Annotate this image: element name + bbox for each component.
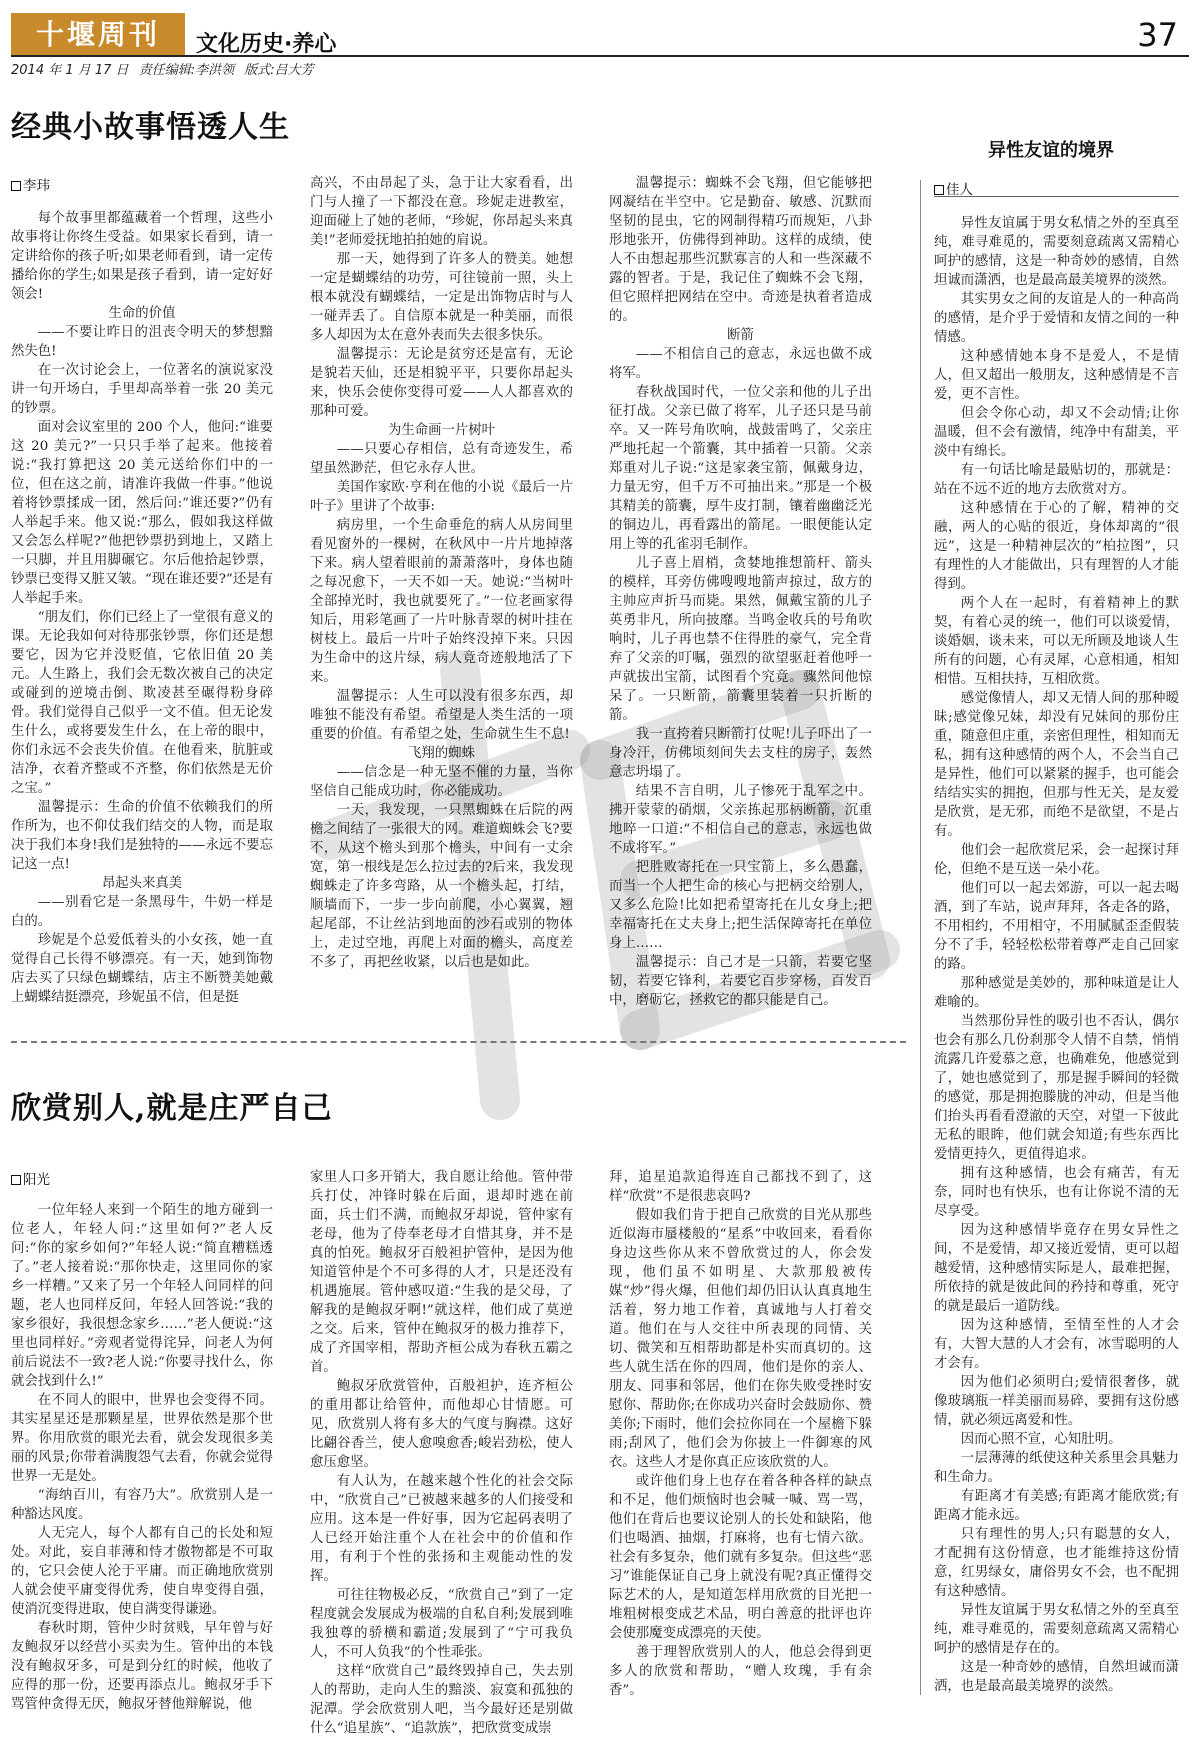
paragraph: 因而心照不宣，心知肚明。 (960, 1432, 1122, 1447)
header-rule (11, 55, 1189, 57)
article-2-column-2 (310, 1168, 573, 1736)
paragraph: 当然那份异性的吸引也不否认，偶尔也会有那么几份刹那令人情不自禁，悄悄流露几许爱慕之意，也确难免，他感觉到了，她也感觉到了，那是握手瞬间的轻微的感觉，那是拥抱滕胧的冲动，但是当他们抬头再看看澄澈的天空，对望一下彼此无私的眼眸，他们就会知道;有些东西比爱情更持久，更值得追求。 (934, 1014, 1179, 1162)
paragraph: 拥有这种感情，也会有痛苦，有无奈，同时也有快乐，也有让你说不清的无尽享受。 (934, 1166, 1179, 1219)
article-2-headline: 欣赏别人,就是庄严自己 (11, 1091, 333, 1126)
byline-underline (934, 196, 1179, 197)
story-subtitle: 飞翔的蜘蛛 (408, 746, 475, 761)
paragraph: 可往往物极必反，“欣赏自己”到了一定程度就会发展成为极端的自私自利;发展到唯我独尊的骄横和霸道;发展到了“宁可我负人，不可人负我”的个性乖张。 (310, 1588, 573, 1660)
sidebar-divider (920, 180, 921, 1695)
paragraph: 人无完人，每个人都有自己的长处和短处。对此，妄自菲薄和恃才傲物都是不可取的，它只会使人沦于平庸。而正确地欣赏别人就会使平庸变得优秀，使自卑变得自强，使消沉变得进取，使自满变得谦逊。 (11, 1526, 273, 1617)
article-3-byline (934, 178, 973, 198)
paragraph: 其实男女之间的友谊是人的一种高尚的感情，是介乎于爱情和友情之间的一种情感。 (934, 292, 1179, 345)
paragraph: 两个人在一起时，有着精神上的默契，有着心灵的统一，他们可以谈爱情，谈婚姻，谈未来，可以无所顾及地谈人生所有的问题，心有灵犀，心意相通，相知相惜。互相扶持，互相欣赏。 (934, 596, 1179, 687)
page-number: 37 (1137, 16, 1178, 54)
paragraph: 一天，我发现，一只黑蜘蛛在后院的两檐之间结了一张很大的网。难道蜘蛛会飞?要不，从这个檐头到那个檐头，中间有一丈余宽，第一根线是怎么拉过去的?后来，我发现蜘蛛走了许多弯路，从一个檐头起，打结，顺墙而下，一步一步向前爬，小心翼翼，翘起尾部，不让丝沾到地面的沙石或别的物体上，走过空地，再爬上对面的檐头，高度差不多了，再把丝收紧，以后也是如此。 (310, 803, 573, 970)
paragraph-continued: 拜，追星追款追得连自己都找不到了，这样“欣赏”不是很悲哀吗? (609, 1170, 872, 1204)
story-subtitle: 生命的价值 (108, 306, 176, 321)
paragraph: 珍妮是个总爱低着头的小女孩，她一直觉得自己长得不够漂亮。有一天，她到饰物店去买了只绿色蝴蝶结，店主不断赞美她戴上蝴蝶结挺漂亮，珍妮虽不信，但是挺 (11, 933, 273, 1005)
paragraph: ——不要让昨日的沮丧令明天的梦想黯然失色! (11, 325, 273, 359)
paragraph: 这种感情在于心的了解，精神的交融，两人的心贴的很近，身体却离的“很远”，这是一种精神层次的“柏拉图”，只有理性的人才能做出，只有理智的人才能得到。 (934, 501, 1179, 592)
author-name: 阳光 (23, 1172, 50, 1188)
paragraph: 这种感情她本身不是爱人，不是情人，但又超出一般朋友，这种感情是不言爱，更不言性。 (934, 349, 1179, 402)
issue-meta (11, 59, 320, 78)
designer-credit: 版式:吕大芳 (244, 63, 314, 78)
paragraph: 只有理性的男人;只有聪慧的女人，才配拥有这份情意，也才能维持这份情意，红男绿女，庸俗男女不会，也不配拥有这种感情。 (934, 1527, 1179, 1599)
article-1-column-2 (310, 174, 573, 1004)
paragraph: 假如我们肯于把自己欣赏的目光从那些近似海市蜃楼般的“星系”中收回来，看看你身边这些你从来不曾欣赏过的人，你会发现，他们虽不如明星、大款那般被传媒“炒”得火爆，但他们却仍旧认认真真地生活着，努力地工作着，真诚地与人打着交道。他们在与人交往中所表现的同情、关切、微笑和互相帮助都是朴实而真切的。这些人就生活在你的四周，他们是你的亲人、朋友、同事和邻居，他们在你失败受挫时安慰你、帮助你;在你成功兴奋时会鼓励你、赞美你;下雨时，他们会拉你同在一个屋檐下躲雨;刮风了，他们会为你披上一件御寒的风衣。这些人才是你真正应该欣赏的人。 (609, 1208, 872, 1470)
paragraph: 儿子喜上眉梢，贪婪地推想箭杆、箭头的模样，耳旁仿佛嗖嗖地箭声掠过，敌方的主帅应声折马而毙。果然，佩戴宝箭的儿子英勇非凡，所向披靡。当鸣金收兵的号角吹响时，儿子再也禁不住得胜的豪气，完全背弃了父亲的叮嘱，强烈的欲望驱赶着他呼一声就拔出宝箭，试图看个究竟。骤然间他惊呆了。一只断箭，箭囊里装着一只折断的箭。 (609, 556, 872, 723)
article-3-column (934, 214, 1179, 1701)
paragraph: 有一句话比喻是最贴切的，那就是：站在不远不近的地方去欣赏对方。 (934, 463, 1179, 497)
paragraph: 那一天，她得到了许多人的赞美。她想一定是蝴蝶结的功劳，可往镜前一照，头上根本就没有蝴蝶结，一定是出饰物店时与人一碰弄丢了。自信原本就是一种美丽，而很多人却因为太在意外表而失去很多快乐。 (310, 252, 573, 343)
paragraph: 一层薄薄的纸使这种关系里会具魅力和生命力。 (934, 1451, 1179, 1485)
paragraph: 结果不言自明，儿子惨死于乱军之中。拂开蒙蒙的硝烟，父亲拣起那柄断箭，沉重地啐一口道:“不相信自己的意志，永远也做不成将军。” (609, 784, 872, 856)
story-subtitle: 昂起头来真美 (101, 876, 183, 891)
section-title: 文化历史·养心 (196, 32, 337, 57)
author-name: 佳人 (946, 182, 973, 198)
paragraph: 他们可以一起去郊游，可以一起去喝酒，到了车站，说声拜拜，各走各的路，不用相约，不用相守，不用腻腻歪歪假装分不了手，轻轻松松带着尊严走自己回家的路。 (934, 881, 1179, 972)
paragraph: 温馨提示：生命的价值不依赖我们的所作所为，也不仰仗我们结交的人物，而是取决于我们本身!我们是独特的——永远不要忘记这一点! (11, 800, 273, 872)
paragraph: 善于理智欣赏别人的人，他总会得到更多人的欣赏和帮助，“赠人玫瑰，手有余香”。 (609, 1645, 872, 1698)
article-1-column-1 (11, 209, 273, 1004)
paragraph: 春秋战国时代，一位父亲和他的儿子出征打战。父亲已做了将军，儿子还只是马前卒。又一阵号角吹响，战鼓雷鸣了，父亲庄严地托起一个箭囊，其中插着一只箭。父亲郑重对儿子说:“这是家袭宝箭，佩戴身边，力量无穷，但千万不可抽出来。”那是一个极其精美的箭囊，厚牛皮打制，镶着幽幽泛光的铜边儿，再看露出的箭尾。一眼便能认定用上等的孔雀羽毛制作。 (609, 385, 872, 552)
paragraph: 感觉像情人，却又无情人间的那种暧昧;感觉像兄妹，却没有兄妹间的那份庄重，随意但庄重，亲密但理性，相知而无私，拥有这种感情的两个人，不会当自己是异性，他们可以紧紧的握手，也可能会结结实实的拥抱，但那与性无关，是友爱是欣赏，是无邪，而绝不是欲望，不是占有。 (934, 691, 1179, 839)
paragraph: 在不同人的眼中，世界也会变得不同。其实星星还是那颗星星，世界依然是那个世界。你用欣赏的眼光去看，就会发现很多美丽的风景;你带着满腹怨气去看，你就会觉得世界一无是处。 (11, 1393, 273, 1484)
paragraph: 那种感觉是美妙的，那种味道是让人难喻的。 (934, 976, 1179, 1010)
byline-box-icon (11, 1175, 21, 1185)
paragraph-continued: 家里人口多开销大，我自愿让给他。管仲带兵打仗，冲锋时躲在后面，退却时逃在前面，兵士们不满，而鲍叔牙却说，管仲家有老母，他为了侍奉老母才自惜其身，并不是真的怕死。鲍叔牙百般袒护管仲，是因为他知道管仲是个不可多得的人才，只是还没有机遇施展。管仲感叹道:“生我的是父母，了解我的是鲍叔牙啊!”就这样，他们成了莫逆之交。后来，管仲在鲍叔牙的极力推荐下，成了齐国宰相，帮助齐桓公成为春秋五霸之首。 (310, 1170, 573, 1375)
issue-date: 2014 年 1 月 17 日 (11, 63, 129, 78)
paragraph: 或许他们身上也存在着各种各样的缺点和不足，他们烦恼时也会喊一喊、骂一骂，他们在背后也要议论别人的长处和缺陷，他们也喝酒、抽烟，打麻将，也有七情六欲。社会有多复杂，他们就有多复杂。但这些“恶习”谁能保证自己身上就没有呢?真正懂得交际艺术的人，是知道怎样用欣赏的目光把一堆粗树根变成艺术品，明白善意的批评也许会使那魔变成漂亮的天使。 (609, 1474, 872, 1641)
paragraph: ——不相信自己的意志，永远也做不成将军。 (609, 347, 872, 381)
paragraph: 因为他们必须明白;爱情很奢侈，就像玻璃瓶一样美丽而易碎，要拥有这份感情，就必须远离爱和性。 (934, 1375, 1179, 1428)
paragraph: 面对会议室里的 200 个人，他问:“谁要这 20 美元?”一只只手举了起来。他接着说:“我打算把这 20 美元送给你们中的一位，但在这之前，请准许我做一件事。”他说着将钞票揉成一团，然后问:“谁还要?”仍有人举起手来。他又说:“那么，假如我这样做又会怎么样呢?”他把钞票扔到地上，又踏上一只脚，并且用脚碾它。尔后他拾起钞票，钞票已变得又脏又皱。“现在谁还要?”还是有人举起手来。 (11, 420, 273, 606)
paragraph: 鲍叔牙欣赏管仲，百般袒护，连齐桓公的重用都让给管仲，而他却心甘情愿。可见，欣赏别人将有多大的气度与胸襟。这好比翩谷香兰，使人愈嗅愈香;峻岩劲松，使人愈压愈坚。 (310, 1379, 573, 1470)
paragraph: ——信念是一种无坚不催的力量，当你坚信自己能成功时，你必能成功。 (310, 765, 573, 799)
paragraph: 但会令你心动，却又不会动情;让你温暖，但不会有激情，纯净中有甜美，平淡中有绵长。 (934, 406, 1179, 459)
masthead-logo: 十堰周刊 (11, 13, 185, 56)
paragraph: 这是一种奇妙的感情，自然坦诚而潇洒，也是最高最美境界的淡然。 (934, 1660, 1179, 1694)
article-2-column-3 (609, 1168, 872, 1701)
paragraph: 他们会一起欣赏尼采，会一起探讨拜伦，但绝不是互送一朵小花。 (934, 843, 1179, 877)
paragraph: 温馨提示：蜘蛛不会飞翔，但它能够把网凝结在半空中。它是勤奋、敏感、沉默而坚韧的昆虫，它的网制得精巧而规矩，八卦形地张开，仿佛得到神助。这样的成绩，使人不由想起那些沉默寡言的人和一些深藏不露的智者。于是，我记住了蜘蛛不会飞翔，但它照样把网结在空中。奇迹是执着者造成的。 (609, 176, 872, 324)
article-3-headline: 异性友谊的境界 (988, 140, 1114, 161)
section-divider (11, 1041, 906, 1043)
paragraph: 每个故事里都蕴藏着一个哲理，这些小故事将让你终生受益。如果家长看到，请一定讲给你的孩子听;如果老师看到，请一定传播给你的学生;如果是孩子看到，请一定好好领会! (11, 211, 273, 302)
story-subtitle: 为生命画一片树叶 (387, 423, 496, 438)
paragraph: 温馨提示：自己才是一只箭，若要它坚韧，若要它锋利，若要它百步穿杨，百发百中，磨砺它，拯救它的都只能是自己。 (609, 955, 872, 1008)
paragraph: ——只要心存相信，总有奇迹发生，希望虽然渺茫，但它永存人世。 (310, 442, 573, 476)
editor-credit: 责任编辑:李洪领 (138, 63, 235, 78)
byline-box-icon (934, 185, 944, 195)
article-1-column-3 (609, 174, 872, 1008)
paragraph: ——别看它是一条黑母牛，牛奶一样是白的。 (11, 895, 273, 929)
paragraph: 温馨提示：人生可以没有很多东西，却唯独不能没有希望。希望是人类生活的一项重要的价值。有希望之处，生命就生生不息! (310, 689, 573, 742)
paragraph: 我一直挎着只断箭打仗呢!儿子吓出了一身冷汗，仿佛顷刻间失去支柱的房子，轰然意志坍塌了。 (609, 727, 872, 780)
paragraph: 把胜败寄托在一只宝箭上，多么愚蠢，而当一个人把生命的核心与把柄交给别人，又多么危险!比如把希望寄托在儿女身上;把幸福寄托在丈夫身上;把生活保障寄托在单位身上…… (609, 860, 872, 951)
paragraph: “朋友们，你们已经上了一堂很有意义的课。无论我如何对待那张钞票，你们还是想要它，因为它并没贬值，它依旧值 20 美元。人生路上，我们会无数次被自己的决定或碰到的逆境击倒、欺凌甚至碾得粉身碎骨。我们觉得自己似乎一文不值。但无论发生什么，或将要发生什么，在上帝的眼中，你们永远不会丧失价值。在他看来，肮脏或洁净，衣着齐整或不齐整，你们依然是无价之宝。” (11, 610, 273, 796)
story-subtitle: 断箭 (727, 328, 754, 343)
byline-box-icon (11, 181, 21, 191)
paragraph: 因为这种感情，至情至性的人才会有，大智大慧的人才会有，冰雪聪明的人才会有。 (934, 1318, 1179, 1371)
paragraph: 异性友谊属于男女私情之外的至真至纯，难寻难觅的，需要刻意疏离又需精心呵护的感情是存在的。 (934, 1603, 1179, 1656)
paragraph: 有距离才有美感;有距离才能欣赏;有距离才能永远。 (934, 1489, 1179, 1523)
article-1-byline (11, 174, 50, 194)
article-2-byline (11, 1168, 50, 1188)
paragraph: 异性友谊属于男女私情之外的至真至纯，难寻难觅的，需要刻意疏离又需精心呵护的感情，这是一种奇妙的感情，自然坦诚而潇洒，也是最高最美境界的淡然。 (934, 216, 1179, 288)
paragraph: 这样“欣赏自己”最终毁掉自己，失去别人的帮助，走向人生的黯淡、寂寞和孤独的泥潭。学会欣赏别人吧，当今最好还是别做什么“追星族”、“追款族”，把欣赏变成崇 (310, 1664, 573, 1736)
article-1-headline: 经典小故事悟透人生 (11, 110, 290, 145)
paragraph: 病房里，一个生命垂危的病人从房间里看见窗外的一棵树，在秋风中一片片地掉落下来。病人望着眼前的萧萧落叶，身体也随之每况愈下，一天不如一天。她说:“当树叶全部掉光时，我也就要死了。”一位老画家得知后，用彩笔画了一片叶脉青翠的树叶挂在树枝上。最后一片叶子始终没掉下来。只因为生命中的这片绿，病人竟奇迹般地活了下来。 (310, 518, 573, 685)
paragraph: 美国作家欧·亨利在他的小说《最后一片叶子》里讲了个故事: (310, 480, 573, 514)
paragraph: 春秋时期，管仲少时贫贱，早年曾与好友鲍叔牙以经营小买卖为生。管仲出的本钱没有鲍叔牙多，可是到分红的时候，他收了应得的那一份，还要再添点儿。鲍叔牙手下骂管仲贪得无厌，鲍叔牙替他辩解说，他 (11, 1621, 273, 1712)
paragraph-continued: 高兴，不由昂起了头，急于让大家看看，出门与人撞了一下都没在意。珍妮走进教室，迎面碰上了她的老师，“珍妮，你昂起头来真美!”老师爱抚地拍拍她的肩说。 (310, 176, 573, 248)
author-name: 李玮 (23, 178, 50, 194)
paragraph: 有人认为，在越来越个性化的社会交际中，“欣赏自己”已被越来越多的人们接受和应用。这本是一件好事，因为它起码表明了人已经开始注重个人在社会中的价值和作用，有利于个性的张扬和主观能动性的发挥。 (310, 1474, 573, 1584)
paragraph: “海纳百川，有容乃大”。欣赏别人是一种豁达风度。 (11, 1488, 273, 1522)
paragraph: 在一次讨论会上，一位著名的演说家没讲一句开场白，手里却高举着一张 20 美元的钞票。 (11, 363, 273, 416)
paragraph: 因为这种感情毕竟存在男女异性之间，不是爱情，却又接近爱情，更可以超越爱情，这种感情实际是人，最难把握，所依持的就是彼此间的矜持和尊重，死守的就是最后一道防线。 (934, 1223, 1179, 1314)
article-2-column-1 (11, 1201, 273, 1712)
paragraph: 温馨提示：无论是贫穷还是富有，无论是貌若天仙，还是相貌平平，只要你昂起头来，快乐会使你变得可爱——人人都喜欢的那种可爱。 (310, 347, 573, 419)
paragraph: 一位年轻人来到一个陌生的地方碰到一位老人，年轻人问:“这里如何?”老人反问:“你的家乡如何?”年轻人说:“简直糟糕透了。”老人接着说:“那你快走，这里同你的家乡一样糟。”又来了另一个年轻人问同样的问题，老人也同样反问，年轻人回答说:“我的家乡很好，我很想念家乡……”老人便说:“这里也同样好。”旁观者觉得诧异，问老人为何前后说法不一致?老人说:“你要寻找什么，你就会找到什么!” (11, 1203, 273, 1389)
